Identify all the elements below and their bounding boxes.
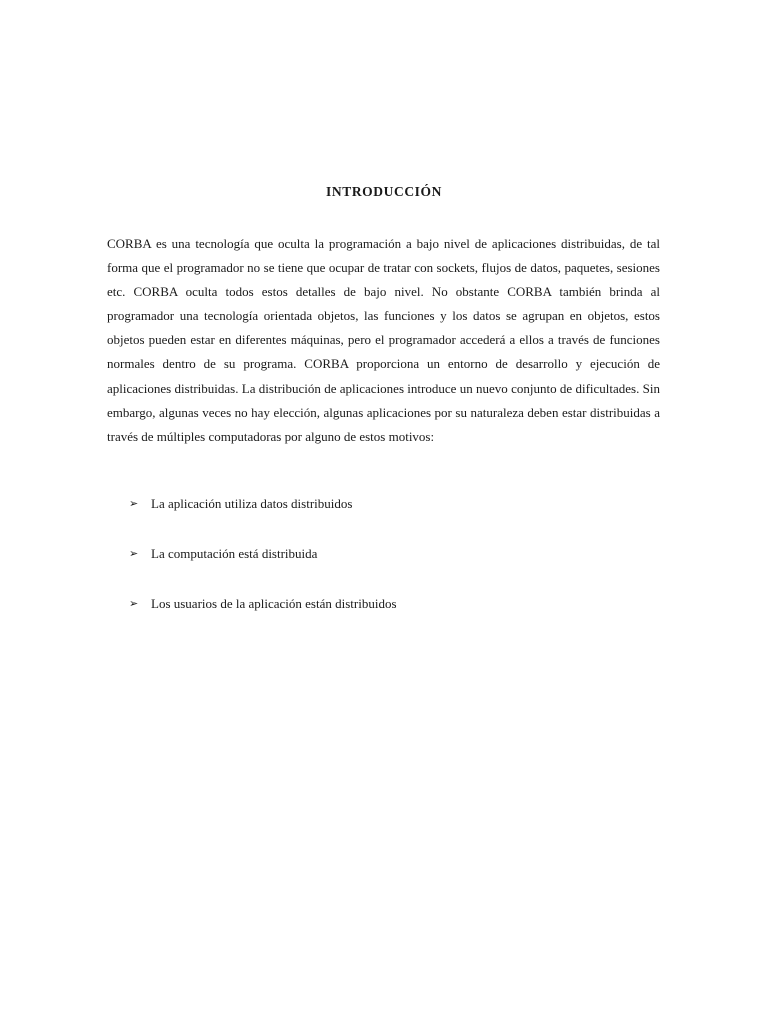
list-item — [129, 494, 397, 544]
list-item-text: La aplicación utiliza datos distribuidos — [151, 496, 353, 511]
list-item — [129, 594, 397, 644]
arrowhead-bullet-icon: ➢ — [129, 547, 139, 560]
intro-paragraph: CORBA es una tecnología que oculta la programación a bajo nivel de aplicaciones distribuidas, de tal forma que el programador no se tiene que ocupar de tratar con sockets, flujos de datos, paquetes, sesiones etc. CORBA oculta todos estos detalles de bajo nivel. No obstante CORBA también brinda al programador una tecnología orientada objetos, las funciones y los datos se agrupan en objetos, estos objetos pueden estar en diferentes máquinas, pero el programador accederá a ellos a través de funciones normales dentro de su programa. CORBA proporciona un entorno de desarrollo y ejecución de aplicaciones distribuidas. La distribución de aplicaciones introduce un nuevo conjunto de dificultades. Sin embargo, algunas veces no hay elección, algunas aplicaciones por su naturaleza deben estar distribuidas a través de múltiples computadoras por alguno de estos motivos: — [107, 236, 660, 444]
arrowhead-bullet-icon: ➢ — [129, 497, 139, 510]
list-item — [129, 544, 397, 594]
list-item-text: La computación está distribuida — [151, 546, 318, 561]
motives-list — [129, 494, 397, 644]
document-heading: INTRODUCCIÓN — [326, 184, 442, 199]
arrowhead-bullet-icon: ➢ — [129, 597, 139, 610]
list-item-text: Los usuarios de la aplicación están distribuidos — [151, 596, 397, 611]
